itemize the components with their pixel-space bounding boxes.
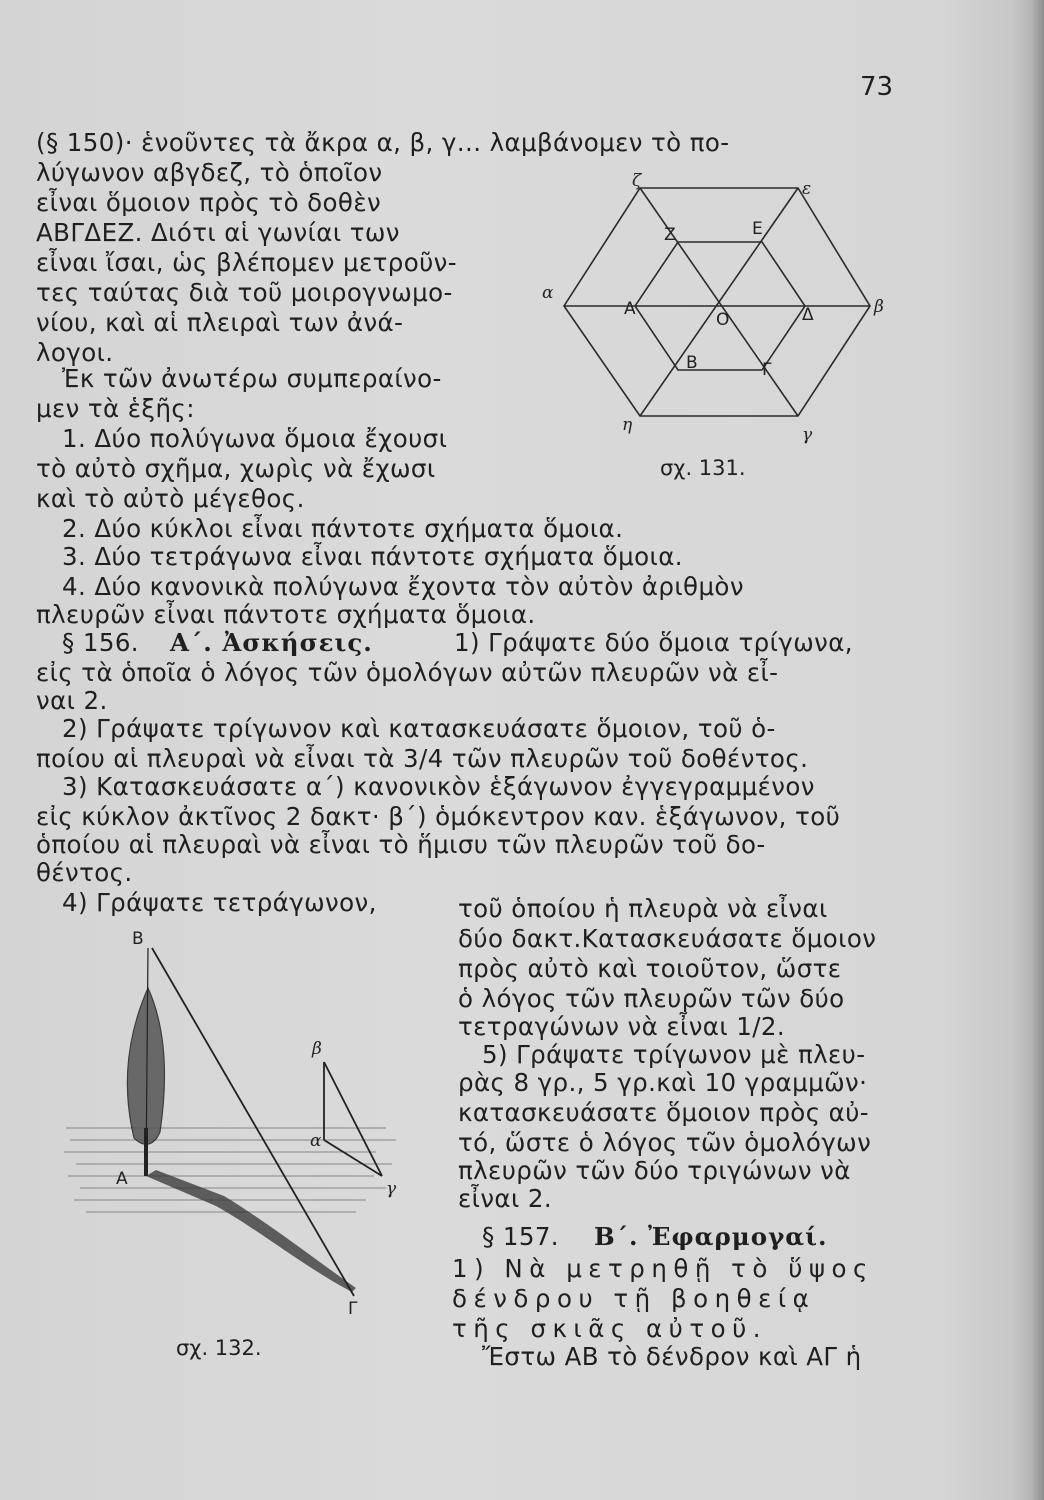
text-line: 4) Γράψατε τετράγωνον,	[62, 888, 377, 917]
text-line: εἶναι 2.	[458, 1184, 553, 1213]
text-line: μεν τὰ ἑξῆς:	[36, 394, 195, 423]
page-number: 73	[860, 72, 894, 102]
text-line: τῆς σκιᾶς αὐτοῦ.	[452, 1314, 768, 1343]
outer-hexagon	[564, 188, 870, 416]
text-line: ὁποίου αἱ πλευραὶ νὰ εἶναι τὸ ἥμισυ τῶν πλευρῶν τοῦ δο-	[36, 830, 766, 859]
section-157-number: § 157.	[482, 1222, 559, 1251]
text-line: ΑΒΓΔΕΖ. Διότι αἱ γωνίαι των	[36, 218, 400, 247]
text-line: πλευρῶν εἶναι πάντοτε σχήματα ὅμοια.	[36, 600, 536, 629]
text-line: εἶναι ἴσαι, ὡς βλέπομεν μετροῦν-	[36, 248, 458, 277]
label-zeta-small: ζ	[632, 171, 642, 191]
text-line: Ἐκ τῶν ἀνωτέρω συμπεραίνο-	[62, 364, 442, 393]
section-156-heading: Α΄. Ἀσκήσεις.	[170, 628, 373, 657]
text-line: κατασκευάσατε ὅμοιον πρὸς αὐ-	[458, 1098, 870, 1127]
label-a: α	[310, 1131, 322, 1151]
label-G: Γ	[762, 360, 772, 380]
label-G: Γ	[348, 1299, 358, 1319]
label-B: Β	[686, 353, 698, 373]
figure-132-caption: σχ. 132.	[176, 1336, 262, 1360]
text-line: πλευρῶν τῶν δύο τριγώνων νὰ	[458, 1156, 851, 1185]
text-line: ναι 2.	[36, 686, 108, 715]
text-line: τοῦ ὁποίου ἡ πλευρὰ νὰ εἶναι	[458, 894, 828, 923]
section-156-number: § 156.	[62, 628, 139, 657]
text-line: 1. Δύο πολύγωνα ὅμοια ἔχουσι	[62, 424, 448, 453]
text-line: εἶναι ὅμοιον πρὸς τὸ δοθὲν	[36, 188, 382, 217]
figure-131	[540, 170, 884, 470]
text-line: τὸ αὐτὸ σχῆμα, χωρὶς νὰ ἔχωσι	[36, 454, 436, 483]
label-O: Ο	[716, 310, 730, 330]
text-line: θέντος.	[36, 858, 133, 887]
label-D: Δ	[802, 305, 814, 325]
label-epsilon-small: ε	[802, 179, 812, 199]
label-b: β	[312, 1039, 322, 1059]
page-edge	[1030, 0, 1044, 1500]
section-157-heading: Β΄. Ἐφαρμογαί.	[594, 1222, 828, 1251]
label-A: Α	[116, 1169, 128, 1189]
text-line: 3) Κατασκευάσατε α΄) κανονικὸν ἑξάγωνον ἐγγεγραμμένον	[62, 772, 815, 801]
text-line: καὶ τὸ αὐτὸ μέγεθος.	[36, 484, 305, 513]
text-line: 3. Δύο τετράγωνα εἶναι πάντοτε σχήματα ὅμοια.	[62, 542, 683, 571]
text-line: πρὸς αὐτὸ καὶ τοιοῦτον, ὥστε	[458, 954, 842, 983]
figure-132	[56, 928, 426, 1318]
text-line: λογοι.	[36, 338, 114, 367]
label-beta-small: β	[874, 297, 884, 317]
text-line: ποίου αἱ πλευραὶ νὰ εἶναι τὰ 3/4 τῶν πλευρῶν τοῦ δοθέντος.	[36, 744, 809, 773]
figure-131-caption: σχ. 131.	[660, 456, 746, 480]
label-eta-small: η	[622, 415, 633, 435]
label-E: Ε	[752, 219, 763, 239]
text-line: Ἔστω ΑΒ τὸ δένδρον καὶ ΑΓ ἡ	[482, 1342, 862, 1371]
text-line: 1) Γράψατε δύο ὅμοια τρίγωνα,	[454, 628, 853, 657]
text-line: ὁ λόγος τῶν πλευρῶν τῶν δύο	[458, 984, 845, 1013]
text-line: ρὰς 8 γρ., 5 γρ.καὶ 10 γραμμῶν·	[458, 1068, 868, 1097]
text-line: 2) Γράψατε τρίγωνον καὶ κατασκευάσατε ὅμοιον, τοῦ ὁ-	[62, 714, 776, 743]
text-line: εἰς τὰ ὁποῖα ὁ λόγος τῶν ὁμολόγων αὐτῶν πλευρῶν νὰ εἶ-	[36, 658, 779, 687]
text-line: εἰς κύκλον ἀκτῖνος 2 δακτ· β΄) ὁμόκεντρον καν. ἑξάγωνον, τοῦ	[36, 802, 841, 831]
text-line: τετραγώνων νὰ εἶναι 1/2.	[458, 1012, 786, 1041]
text-line: δένδρου τῇ βοηθείᾳ	[452, 1284, 816, 1313]
label-alpha-small: α	[542, 283, 554, 303]
text-line: νίου, καὶ αἱ πλειραὶ των ἀνά-	[36, 308, 404, 337]
text-line: τό, ὥστε ὁ λόγος τῶν ὁμολόγων	[458, 1128, 872, 1157]
text-line: 5) Γράψατε τρίγωνον μὲ πλευ-	[482, 1040, 866, 1069]
label-Z: Ζ	[664, 225, 676, 245]
text-line: 1) Νὰ μετρηθῇ τὸ ὕψος	[452, 1254, 874, 1283]
text-line: (§ 150)· ἑνοῦντες τὰ ἄκρα α, β, γ... λαμβάνομεν τὸ πο-	[36, 128, 730, 157]
text-line: 2. Δύο κύκλοι εἶναι πάντοτε σχήματα ὅμοια.	[62, 514, 624, 543]
label-B: Β	[132, 929, 144, 949]
text-line: τες ταύτας διὰ τοῦ μοιρογνωμο-	[36, 278, 453, 307]
text-line: 4. Δύο κανονικὰ πολύγωνα ἔχοντα τὸν αὐτὸν ἀριθμὸν	[62, 572, 744, 601]
text-line: λύγωνον αβγδεζ, τὸ ὁποῖον	[36, 158, 383, 187]
label-gamma-small: γ	[802, 425, 813, 445]
label-A: Α	[624, 299, 636, 319]
label-g: γ	[386, 1179, 397, 1199]
text-line: δύο δακτ.Κατασκευάσατε ὅμοιον	[458, 924, 877, 953]
